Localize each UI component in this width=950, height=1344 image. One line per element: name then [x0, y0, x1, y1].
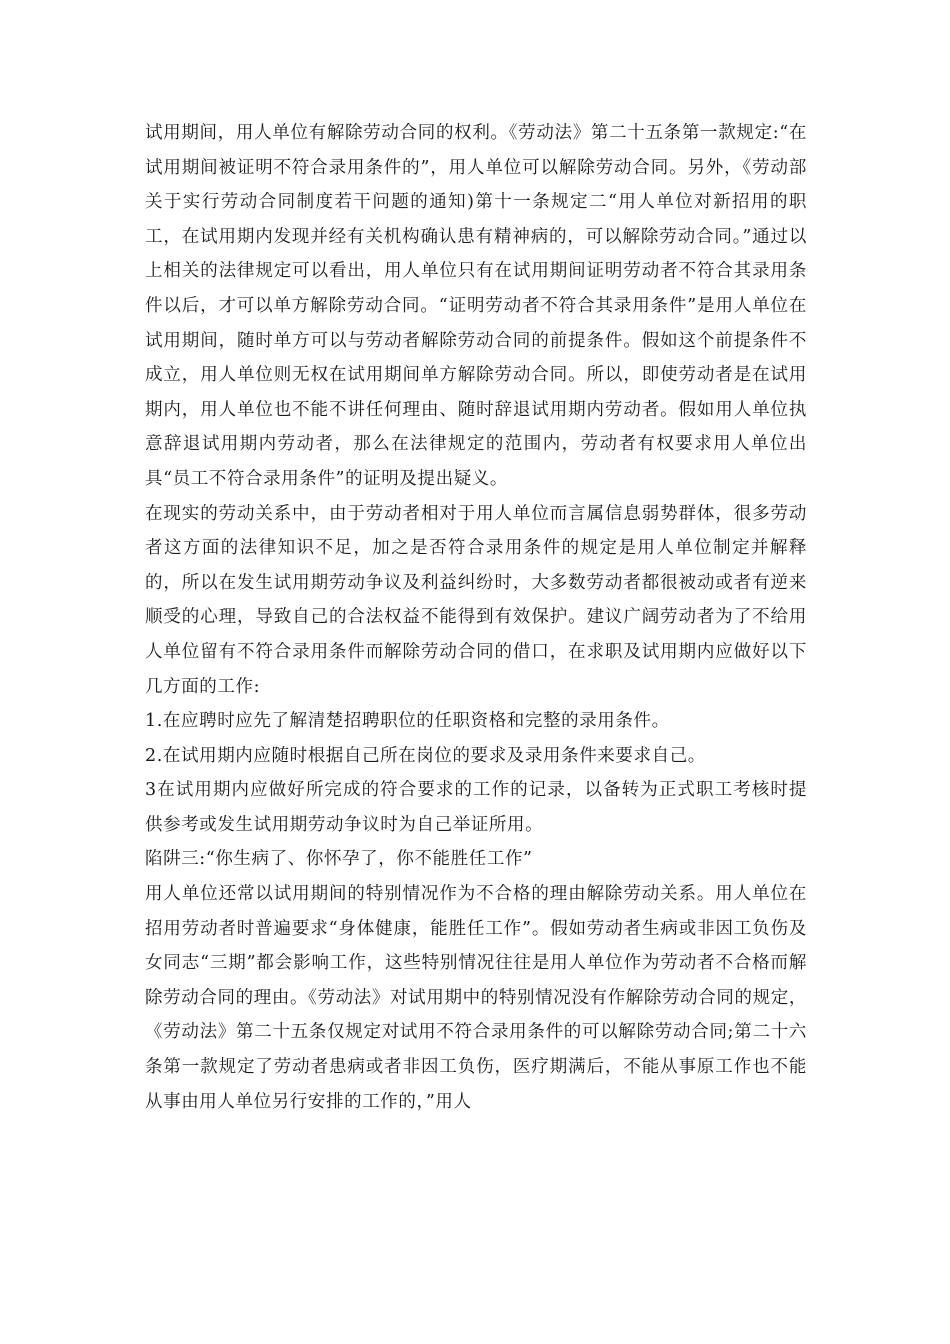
document-body: [145, 116, 807, 1119]
paragraph-probation-rights: 试用期间，用人单位有解除劳动合同的权利。《劳动法》第二十五条第一款规定:“在试用期间被证明不符合录用条件的”，用人单位可以解除劳动合同。另外，《劳动部关于实行劳动合同制度若干问题的通知)第十一条规定二“用人单位对新招用的职工，在试用期内发现并经有关机构确认患有精神病的，可以解除劳动合同。”通过以上相关的法律规定可以看出，用人单位只有在试用期间证明劳动者不符合其录用条件以后，才可以单方解除劳动合同。“证明劳动者不符合其录用条件”是用人单位在试用期间，随时单方可以与劳动者解除劳动合同的前提条件。假如这个前提条件不成立，用人单位则无权在试用期间单方解除劳动合同。所以，即使劳动者是在试用期内，用人单位也不能不讲任何理由、随时辞退试用期内劳动者。假如用人单位执意辞退试用期内劳动者，那么在法律规定的范围内，劳动者有权要求用人单位出具“员工不符合录用条件”的证明及提出疑义。: [145, 123, 807, 489]
paragraph-weak-position: 在现实的劳动关系中，由于劳动者相对于用人单位而言属信息弱势群体，很多劳动者这方面的法律知识不足，加之是否符合录用条件的规定是用人单位制定并解释的，所以在发生试用期劳动争议及利益纠纷时，大多数劳动者都很被动或者有逆来顺受的心理，导致自己的合法权益不能得到有效保护。建议广阔劳动者为了不给用人单位留有不符合录用条件而解除劳动合同的借口，在求职及试用期内应做好以下几方面的工作:: [145, 503, 807, 697]
list-item-1: 1.在应聘时应先了解清楚招聘职位的任职资格和完整的录用条件。: [145, 711, 670, 732]
list-item-2: 2.在试用期内应随时根据自己所在岗位的要求及录用条件来要求自己。: [145, 745, 706, 766]
list-item-3: 3在试用期内应做好所完成的符合要求的工作的记录，以备转为正式职工考核时提供参考或发生试用期劳动争议时为自己举证所用。: [145, 780, 807, 835]
paragraph-special-circumstances: 用人单位还常以试用期间的特别情况作为不合格的理由解除劳动关系。用人单位在招用劳动者时普遍要求“身体健康，能胜任工作”。假如劳动者生病或非因工负伤及女同志“三期”都会影响工作，这些特别情况往往是用人单位作为劳动者不合格而解除劳动合同的理由。《劳动法》对试用期中的特别情况没有作解除劳动合同的规定，《劳动法》第二十五条仅规定对试用不符合录用条件的可以解除劳动合同;第二十六条第一款规定了劳动者患病或者非因工负伤，医疗期满后，不能从事原工作也不能从事由用人单位另行安排的工作的，”用人: [145, 884, 807, 1112]
section-heading-trap-three: 陷阱三:“你生病了、你怀孕了，你不能胜任工作”: [145, 849, 533, 870]
